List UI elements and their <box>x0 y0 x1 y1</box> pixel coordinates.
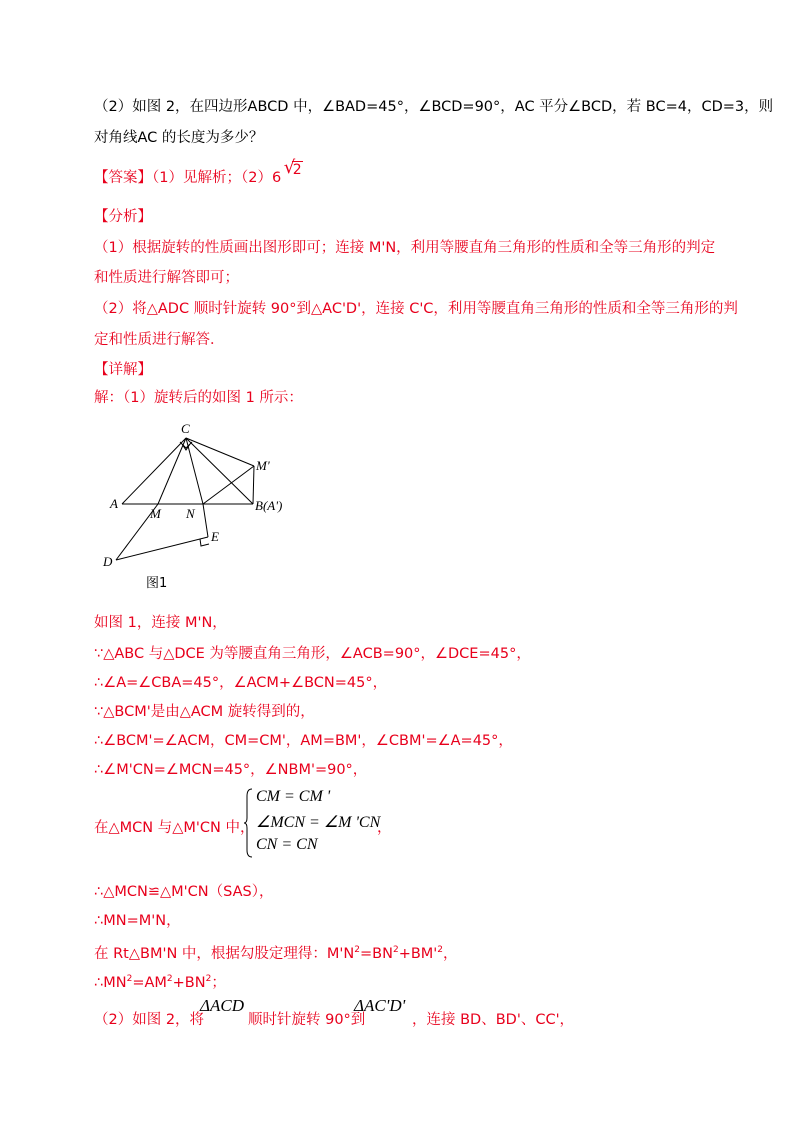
radical-sign-icon: √ <box>283 157 296 178</box>
answer-text: （1）见解析；（2）6 <box>152 170 282 186</box>
proof-line-12-c: ，连接 BD、BD'、CC'， <box>412 1012 575 1028</box>
answer-line <box>94 157 303 188</box>
analysis-p1-line2: 和性质进行解答即可； <box>94 270 239 286</box>
proof-line-5: ∴∠BCM'=∠ACM，CM=CM'，AM=BM'，∠CBM'=∠A=45°， <box>94 733 513 749</box>
analysis-label: 【分析】 <box>94 209 152 225</box>
superscript: 2 <box>166 974 173 984</box>
question-line-1: （2）如图 2，在四边形ABCD 中，∠BAD=45°，∠BCD=90°，AC 平分∠BCD，若 BC=4，CD=3，则 <box>94 99 774 115</box>
detail-label: 【详解】 <box>94 362 152 378</box>
system-eq-1: CM = CM ' <box>256 788 331 805</box>
proof-line-6: ∴∠M'CN=∠MCN=45°，∠NBM'=90°， <box>94 762 368 778</box>
proof-line-10-mid2: +BM' <box>398 946 438 962</box>
proof-line-7-suffix: ， <box>377 820 392 836</box>
figure-caption: 图1 <box>146 576 168 591</box>
proof-line-2: ∵△ABC 与△DCE 为等腰直角三角形，∠ACB=90°，∠DCE=45°， <box>94 646 531 662</box>
system-eq-2: ∠MCN = ∠M 'CN <box>256 814 381 831</box>
proof-line-11-a: ∴MN <box>94 975 127 991</box>
sqrt-expression <box>283 157 303 188</box>
detail-intro: 解：（1）旋转后的如图 1 所示： <box>94 390 303 406</box>
label-E: E <box>211 529 219 544</box>
label-M: M <box>150 506 161 521</box>
superscript: 2 <box>437 945 444 955</box>
proof-line-12-a: （2）如图 2，将 <box>94 1012 205 1028</box>
label-N: N <box>186 506 195 521</box>
label-M-prime: M' <box>256 458 270 473</box>
superscript: 2 <box>354 945 360 955</box>
proof-line-10 <box>94 940 458 964</box>
proof-line-9: ∴MN=M'N， <box>94 913 181 929</box>
triangle-ACD: ΔACD <box>200 996 244 1015</box>
proof-line-8: ∴△MCN≌△M'CN（SAS）， <box>94 884 274 900</box>
sqrt-radicand: 2 <box>292 162 302 178</box>
proof-line-3: ∴∠A=∠CBA=45°，∠ACM+∠BCN=45°， <box>94 675 388 691</box>
proof-line-12-b: 顺时针旋转 90°到 <box>248 1012 366 1028</box>
proof-line-10-mid: =BN <box>360 946 393 962</box>
label-D: D <box>103 554 113 569</box>
proof-line-11-c: +BN <box>172 975 206 991</box>
brace-icon <box>244 788 254 858</box>
proof-line-4: ∵△BCM'是由△ACM 旋转得到的， <box>94 704 315 720</box>
question-line-2: 对角线AC 的长度为多少？ <box>94 130 264 146</box>
proof-line-10-end: ， <box>443 946 458 962</box>
analysis-p1-line1: （1）根据旋转的性质画出图形即可；连接 M'N，利用等腰直角三角形的性质和全等三角形的判定 <box>94 240 716 256</box>
proof-line-11-b: =AM <box>132 975 167 991</box>
superscript: 2 <box>205 974 212 984</box>
proof-line-1: 如图 1，连接 M'N， <box>94 615 227 631</box>
proof-line-10-main: 在 Rt△BM'N 中，根据勾股定理得：M'N <box>94 946 355 962</box>
equation-system <box>244 788 394 858</box>
proof-line-11 <box>94 969 226 993</box>
superscript: 2 <box>392 945 399 955</box>
proof-line-7-prefix: 在△MCN 与△M'CN 中， <box>94 820 255 836</box>
analysis-p2-line2: 定和性质进行解答． <box>94 332 225 348</box>
label-A: A <box>110 496 118 511</box>
label-B-A-prime: B(A') <box>255 498 283 513</box>
superscript: 2 <box>126 974 133 984</box>
triangle-ACprimeDprime: ΔAC'D' <box>354 996 406 1015</box>
geometry-figure-1 <box>96 420 326 595</box>
system-eq-3: CN = CN <box>256 836 318 853</box>
label-C: C <box>181 421 190 436</box>
analysis-p2-line1: （2）将△ADC 顺时针旋转 90°到△AC'D'，连接 C'C，利用等腰直角三角形的性质和全等三角形的判 <box>94 301 738 317</box>
answer-label: 【答案】 <box>94 170 152 186</box>
proof-line-11-d: ； <box>211 975 226 991</box>
